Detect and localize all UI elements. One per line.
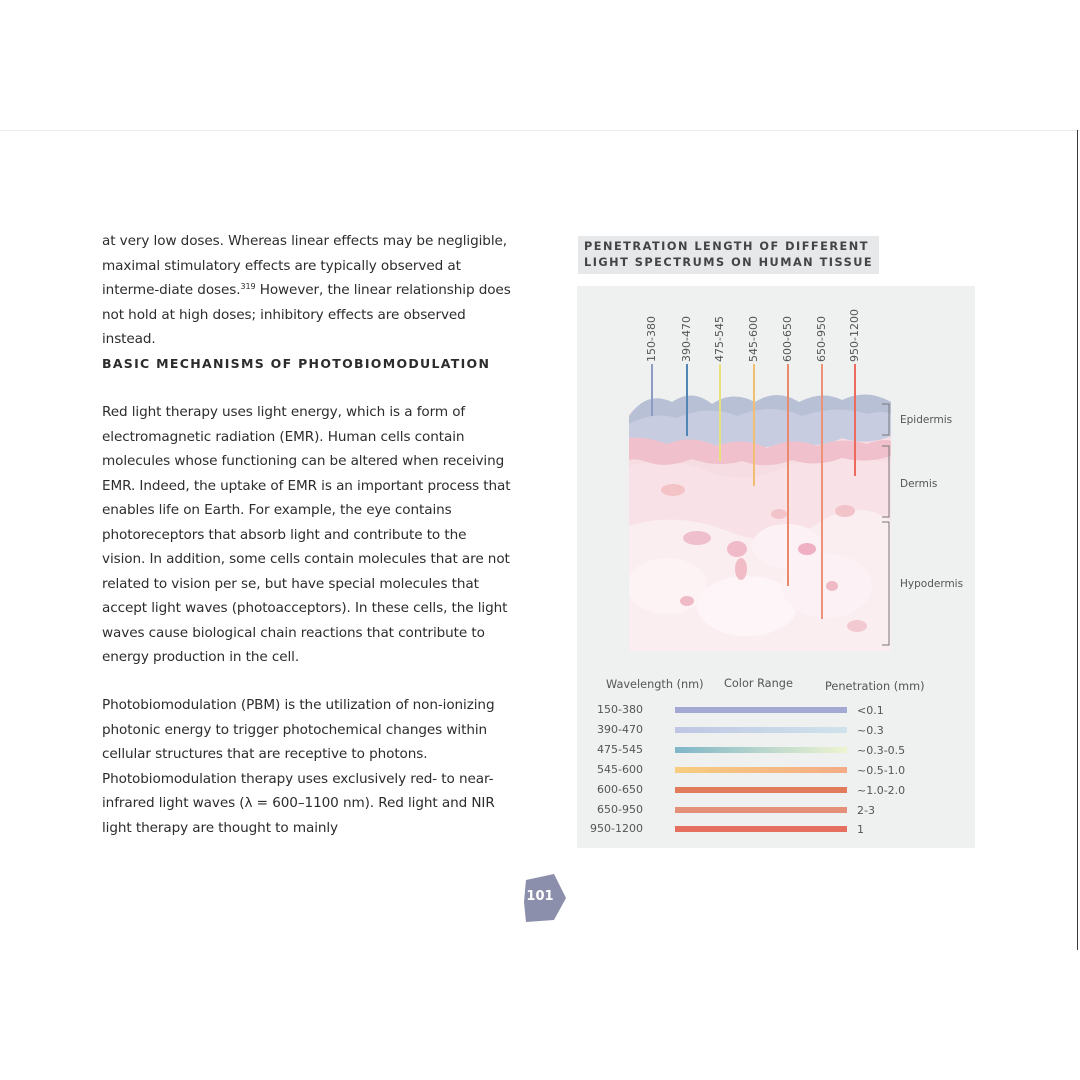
legend-wavelength: 545-600: [597, 762, 643, 776]
legend-penetration: ~0.3: [857, 723, 884, 737]
page-number: 101: [526, 889, 554, 904]
legend-row: [577, 819, 975, 839]
legend-color-bar: [675, 826, 847, 832]
figure-title: [578, 236, 879, 274]
wavelength-label-475-545: 475-545: [713, 316, 726, 362]
legend-color-bar: [675, 727, 847, 733]
legend-color-bar: [675, 767, 847, 773]
wavelength-label-650-950: 650-950: [815, 316, 828, 362]
legend-header-color-range: Color Range: [724, 677, 793, 690]
wavelength-label-390-470: 390-470: [680, 316, 693, 362]
legend-wavelength: 950-1200: [590, 822, 643, 836]
legend-row: [577, 720, 975, 740]
legend-header-wavelength: Wavelength (nm): [606, 678, 704, 691]
legend-row: [577, 740, 975, 760]
paragraph-pbm: Photobiomodulation (PBM) is the utilization of non-ionizing photonic energy to trigger photochemical changes within cellular structures that are receptive to photons. Photobiomodulation therapy uses exclusively red- to near-infrared light waves (λ = 600–1100 nm). Red light and NIR light therapy are thought to mainly: [102, 697, 495, 836]
legend-color-bar: [675, 707, 847, 713]
legend-row: [577, 760, 975, 780]
layer-label-dermis: Dermis: [900, 478, 938, 490]
legend-row: [577, 780, 975, 800]
legend-wavelength: 390-470: [597, 722, 643, 736]
figure-title-line-2: LIGHT SPECTRUMS ON HUMAN TISSUE: [584, 255, 874, 269]
legend-penetration: ~0.5-1.0: [857, 763, 906, 777]
legend-header-penetration: Penetration (mm): [825, 680, 925, 693]
legend-wavelength: 150-380: [597, 703, 643, 716]
paragraph-dose-response: [102, 229, 512, 352]
layer-label-hypodermis: Hypodermis: [900, 578, 964, 590]
legend-penetration: 2-3: [857, 803, 875, 817]
legend-penetration: 1: [857, 823, 864, 837]
legend-color-bar: [675, 747, 847, 753]
paragraph-text-continued: However, the linear relationship does not hold at high doses; inhibitory effects are observed instead.: [102, 282, 511, 347]
layer-brackets: [880, 400, 900, 650]
legend-wavelength: 600-650: [597, 782, 643, 796]
legend-wavelength: 475-545: [597, 742, 643, 756]
legend-row: [577, 800, 975, 820]
top-divider: [0, 130, 1080, 131]
figure-title-line-1: PENETRATION LENGTH OF DIFFERENT: [584, 240, 869, 253]
legend-wavelength: 650-950: [597, 802, 643, 816]
wavelength-label-150-380: 150-380: [645, 316, 658, 362]
legend-color-bar: [675, 807, 847, 813]
legend-color-bar: [675, 787, 847, 793]
paragraph-emr: Red light therapy uses light energy, which is a form of electromagnetic radiation (EMR). Human cells contain molecules whose functioning can be altered when receiving EMR. Indeed, the uptake of EMR is an important process that enables life on Earth. For example, the eye contains photoreceptors that absorb light and contribute to the vision. In addition, some cells contain molecules that are not related to vision per se, but have special molecules that accept light waves (photoacceptors). In these cells, the light waves cause biological chain reactions that contribute to energy production in the cell.: [102, 404, 511, 665]
footnote-ref[interactable]: 319: [240, 282, 256, 291]
wavelength-label-950-1200: 950-1200: [848, 309, 861, 362]
layer-label-epidermis: Epidermis: [900, 414, 953, 426]
wavelength-label-545-600: 545-600: [747, 316, 760, 362]
skin-cross-section-illustration: [577, 286, 975, 656]
section-heading: BASIC MECHANISMS OF PHOTOBIOMODULATION: [102, 356, 491, 371]
legend-penetration: ~1.0-2.0: [857, 783, 906, 797]
legend-penetration: ~0.3-0.5: [857, 743, 906, 757]
paragraph-text: at very low doses. Whereas linear effects may be negligible, maximal stimulatory effects are typically observed at interme-diate doses.: [102, 233, 507, 298]
page-edge-line: [1077, 130, 1078, 950]
wavelength-label-600-650: 600-650: [781, 316, 794, 362]
legend-row: [577, 700, 975, 720]
legend-penetration: <0.1: [857, 704, 884, 717]
